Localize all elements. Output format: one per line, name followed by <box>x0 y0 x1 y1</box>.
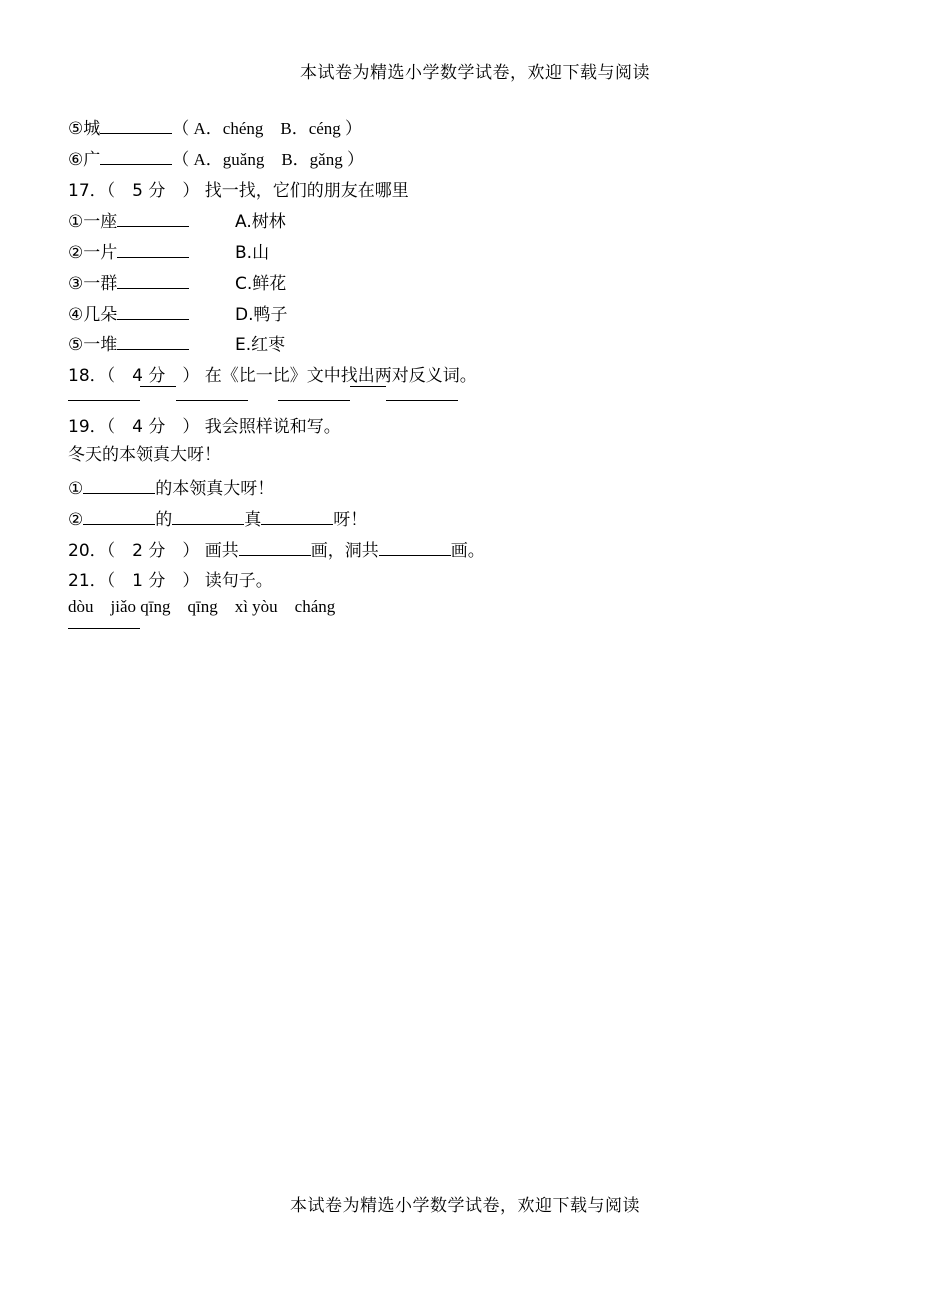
answer-blank[interactable] <box>100 152 172 165</box>
dash-separator <box>350 386 386 387</box>
q17-title: 17．（ 5 分 ） 找一找，它们的朋友在哪里 <box>68 181 409 201</box>
q19-line-2-text: 的 <box>155 510 173 530</box>
q17-row <box>68 330 286 355</box>
page-footer: 本试卷为精选小学数学试卷，欢迎下载与阅读 <box>290 1196 640 1216</box>
q19-line-2 <box>68 505 367 530</box>
answer-blank[interactable] <box>172 512 244 525</box>
q19-line-1-text: 的本领真大呀！ <box>155 479 275 499</box>
answer-blank[interactable] <box>386 388 458 401</box>
q19-example: 冬天的本领真大呀！ <box>68 445 221 465</box>
q17-left-label: ②一片 <box>68 243 118 263</box>
q20-text: 画，洞共 <box>310 541 379 561</box>
q19-line-2-text: 真 <box>244 510 262 530</box>
q17-left-label: ③一群 <box>68 274 118 294</box>
page-header: 本试卷为精选小学数学试卷，欢迎下载与阅读 <box>300 63 650 83</box>
q18-title: 18．（ 4 分 ） 在《比一比》文中找出两对反义词。 <box>68 366 477 386</box>
q16-item-5-options: （ A．chéng B．céng ） <box>172 119 363 138</box>
answer-blank[interactable] <box>117 307 189 320</box>
q17-right-label: C.鲜花 <box>235 274 287 294</box>
q20-line <box>68 536 485 561</box>
q17-right-label: D.鸭子 <box>235 305 288 325</box>
q17-left-label: ①一座 <box>68 212 118 232</box>
q17-right-label: A.树林 <box>235 212 286 232</box>
q17-row <box>68 300 288 325</box>
q21-answer-row <box>68 614 140 634</box>
q20-text: 20．（ 2 分 ） 画共 <box>68 541 239 561</box>
answer-blank[interactable] <box>379 543 451 556</box>
answer-blank[interactable] <box>261 512 333 525</box>
answer-blank[interactable] <box>68 616 140 629</box>
answer-blank[interactable] <box>68 388 140 401</box>
q16-item-6 <box>68 145 364 170</box>
answer-blank[interactable] <box>117 214 189 227</box>
q19-line-2-marker: ② <box>68 510 84 530</box>
answer-blank[interactable] <box>100 121 172 134</box>
q17-left-label: ⑤一堆 <box>68 335 118 355</box>
answer-blank[interactable] <box>239 543 311 556</box>
q17-row <box>68 207 286 232</box>
q16-item-6-options: （ A．guǎng B．gǎng ） <box>172 150 364 169</box>
answer-blank[interactable] <box>278 388 350 401</box>
q20-text: 画。 <box>450 541 485 561</box>
q19-title: 19．（ 4 分 ） 我会照样说和写。 <box>68 417 341 437</box>
q16-item-5-label: ⑤城 <box>68 119 101 139</box>
q16-item-5 <box>68 114 362 139</box>
q16-item-6-label: ⑥广 <box>68 150 101 170</box>
answer-blank[interactable] <box>83 481 155 494</box>
q17-left-label: ④几朵 <box>68 305 118 325</box>
q17-right-label: E.红枣 <box>235 335 286 355</box>
dash-separator <box>140 386 176 387</box>
q19-line-1 <box>68 474 274 499</box>
q17-row <box>68 269 287 294</box>
answer-blank[interactable] <box>176 388 248 401</box>
q19-line-2-text: 呀！ <box>333 510 368 530</box>
q21-title: 21．（ 1 分 ） 读句子。 <box>68 571 273 591</box>
q19-line-1-marker: ① <box>68 479 84 499</box>
q21-pinyin: dòu jiǎo qīng qīng xì yòu cháng <box>68 597 336 616</box>
answer-blank[interactable] <box>83 512 155 525</box>
answer-blank[interactable] <box>117 245 189 258</box>
q17-row <box>68 238 270 263</box>
q18-answer-row <box>68 386 458 406</box>
answer-blank[interactable] <box>117 276 189 289</box>
q17-right-label: B.山 <box>235 243 270 263</box>
answer-blank[interactable] <box>117 337 189 350</box>
